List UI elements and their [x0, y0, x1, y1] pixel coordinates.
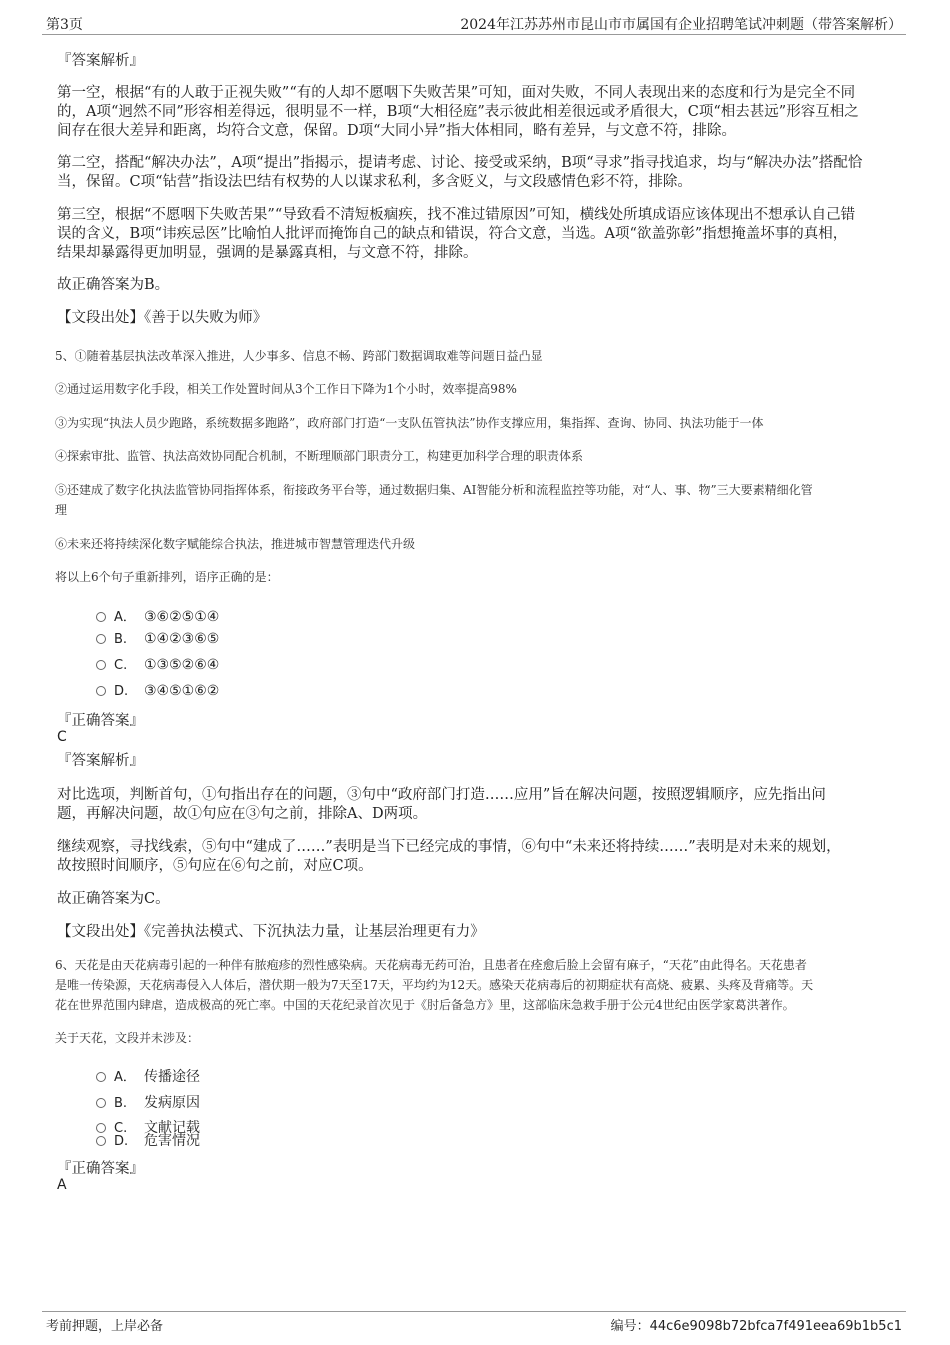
q5-analysis-p1-line2: 题，再解决问题，故①句应在③句之前，排除A、D两项。 — [57, 806, 428, 822]
q5-analysis-p1-line1: 对比选项，判断首句，①句指出存在的问题，③句中“政府部门打造……应用”旨在解决问题，按照逻辑顺序，应先指出问 — [57, 787, 826, 803]
q5-option-a[interactable] — [96, 606, 219, 625]
option-text: 文献记载 — [144, 1120, 200, 1136]
q5-analysis-p2-line1: 继续观察，寻找线索，⑤句中“建成了……”表明是当下已经完成的事情，⑥句中“未来还将持续……”表明是对未来的规划， — [57, 839, 841, 855]
q5-option-b[interactable] — [96, 631, 219, 647]
option-text: ③⑥②⑤①④ — [144, 609, 220, 625]
radio-icon[interactable] — [96, 1072, 106, 1082]
option-text: 传播途径 — [144, 1069, 200, 1085]
radio-icon[interactable] — [96, 686, 106, 696]
q5-analysis-label: 『答案解析』 — [57, 753, 144, 769]
q6-passage-line1: 6、天花是由天花病毒引起的一种伴有脓疱疹的烈性感染病。天花病毒无药可治，且患者在痊愈后脸上会留有麻子，“天花”由此得名。天花患者 — [55, 958, 807, 972]
option-letter: D. — [114, 1134, 129, 1149]
q5-sentence-3: ③为实现“执法人员少跑路，系统数据多跑路”，政府部门打造“一支队伍管执法”协作支撑应用，集指挥、查询、协同、执法功能于一体 — [55, 416, 764, 430]
page-header — [42, 12, 906, 35]
q5-sentence-5-line2: 理 — [55, 503, 68, 517]
option-text: ①③⑤②⑥④ — [144, 657, 220, 673]
q5-sentence-6: ⑥未来还将持续深化数字赋能综合执法，推进城市智慧管理迭代升级 — [55, 537, 416, 551]
q5-option-d[interactable] — [96, 683, 219, 699]
q5-sentence-5-line1: ⑤还建成了数字化执法监管协同指挥体系，衔接政务平台等，通过数据归集、AI智能分析和流程监控等功能，对“人、事、物”三大要素精细化管 — [55, 483, 813, 497]
radio-icon[interactable] — [96, 612, 106, 622]
option-text: 危害情况 — [144, 1133, 200, 1149]
q5-correct-answer: C — [57, 729, 67, 745]
q4-source: 【文段出处】《善于以失败为师》 — [57, 310, 268, 326]
option-text: 发病原因 — [144, 1095, 200, 1111]
q5-source: 【文段出处】《完善执法模式、下沉执法力量，让基层治理更有力》 — [57, 924, 485, 940]
q5-correct-label: 『正确答案』 — [57, 713, 144, 729]
q4-analysis-p1-line3: 间存在很大差异和距离，均符合文意，保留。D项“大同小异”指大体相同，略有差异，与文意不符，排除。 — [57, 123, 736, 139]
q5-analysis-p2-line2: 故按照时间顺序，⑤句应在⑥句之前，对应C项。 — [57, 858, 373, 874]
radio-icon[interactable] — [96, 1098, 106, 1108]
option-letter: B. — [114, 632, 128, 647]
q6-stem: 关于天花，文段并未涉及： — [55, 1031, 200, 1045]
q4-analysis-p1-line2: 的，A项“迥然不同”形容相差得远，很明显不一样，B项“大相径庭”表示彼此相差很远或矛盾很大，C项“相去甚远”形容互相之 — [57, 104, 859, 120]
option-letter: A． — [114, 1070, 136, 1085]
document-title: 2024年江苏苏州市昆山市市属国有企业招聘笔试冲刺题（带答案解析） — [460, 17, 902, 33]
option-letter: B. — [114, 1096, 128, 1111]
page-footer — [42, 1311, 906, 1334]
radio-icon[interactable] — [96, 660, 106, 670]
q6-passage-line3: 花在世界范围内肆虐，造成极高的死亡率。中国的天花纪录首次见于《肘后备急方》里，这部临床急救手册于公元4世纪由医学家葛洪著作。 — [55, 998, 795, 1012]
option-text: ③④⑤①⑥② — [144, 683, 220, 699]
footer-slogan: 考前押题，上岸必备 — [46, 1319, 164, 1334]
q4-conclusion: 故正确答案为B。 — [57, 277, 170, 293]
q6-correct-label: 『正确答案』 — [57, 1161, 144, 1177]
option-letter: C. — [114, 1121, 128, 1136]
document-id — [611, 1315, 902, 1334]
q5-sentence-4: ④探索审批、监管、执法高效协同配合机制，不断理顺部门职责分工，构建更加科学合理的职责体系 — [55, 449, 584, 463]
q6-correct-answer: A — [57, 1177, 67, 1193]
q6-option-a[interactable] — [96, 1066, 200, 1086]
q6-passage-line2: 是唯一传染源，天花病毒侵入人体后，潜伏期一般为7天至17天，平均约为12天。感染天花病毒后的初期症状有高烧、疲累、头疼及背痛等。天 — [55, 978, 814, 992]
q4-analysis-p2-line2: 当，保留。C项“钻营”指设法巴结有权势的人以谋求私利，多含贬义，与文段感情色彩不符，排除。 — [57, 174, 692, 190]
q4-analysis-p3-line3: 结果却暴露得更加明显，强调的是暴露真相，与文意不符，排除。 — [57, 245, 478, 261]
q6-option-d[interactable] — [96, 1130, 200, 1150]
q5-conclusion: 故正确答案为C。 — [57, 891, 170, 907]
q5-option-c[interactable] — [96, 657, 219, 673]
q5-stem: 将以上6个句子重新排列，语序正确的是： — [55, 570, 279, 584]
radio-icon[interactable] — [96, 634, 106, 644]
option-text: ①④②③⑥⑤ — [144, 631, 220, 647]
q4-analysis-p3-line2: 误的含义，B项“讳疾忌医”比喻怕人批评而掩饰自己的缺点和错误，符合文意，当选。A项“欲盖弥彰”指想掩盖坏事的真相， — [57, 226, 848, 242]
option-letter: C. — [114, 658, 128, 673]
q6-option-b[interactable] — [96, 1092, 200, 1112]
option-letter: D. — [114, 684, 129, 699]
q4-analysis-p2-line1: 第二空，搭配“解决办法”，A项“提出”指揭示，提请考虑、讨论、接受或采纳，B项“寻求”指寻找追求，均与“解决办法”搭配恰 — [57, 155, 863, 171]
q4-analysis-p3-line1: 第三空，根据“不愿咽下失败苦果”“导致看不清短板痼疾，找不准过错原因”可知，横线处所填成语应该体现出不想承认自己错 — [57, 207, 856, 223]
q4-analysis-p1-line1: 第一空，根据“有的人敢于正视失败”“有的人却不愿咽下失败苦果”可知，面对失败，不同人表现出来的态度和行为是完全不同 — [57, 85, 856, 101]
option-letter: A． — [114, 610, 136, 625]
q4-analysis-label: 『答案解析』 — [57, 53, 144, 69]
q5-sentence-2: ②通过运用数字化手段，相关工作处置时间从3个工作日下降为1个小时，效率提高98% — [55, 382, 517, 396]
radio-icon[interactable] — [96, 1136, 106, 1146]
q5-sentence-1: 5、①随着基层执法改革深入推进，人少事多、信息不畅、跨部门数据调取难等问题日益凸显 — [55, 349, 543, 363]
document-id-label: 编号： — [610, 1319, 650, 1334]
document-id-value: 44c6e9098b72bfca7f491eea69b1b5c1 — [649, 1319, 902, 1334]
page-number: 第3页 — [46, 17, 83, 33]
